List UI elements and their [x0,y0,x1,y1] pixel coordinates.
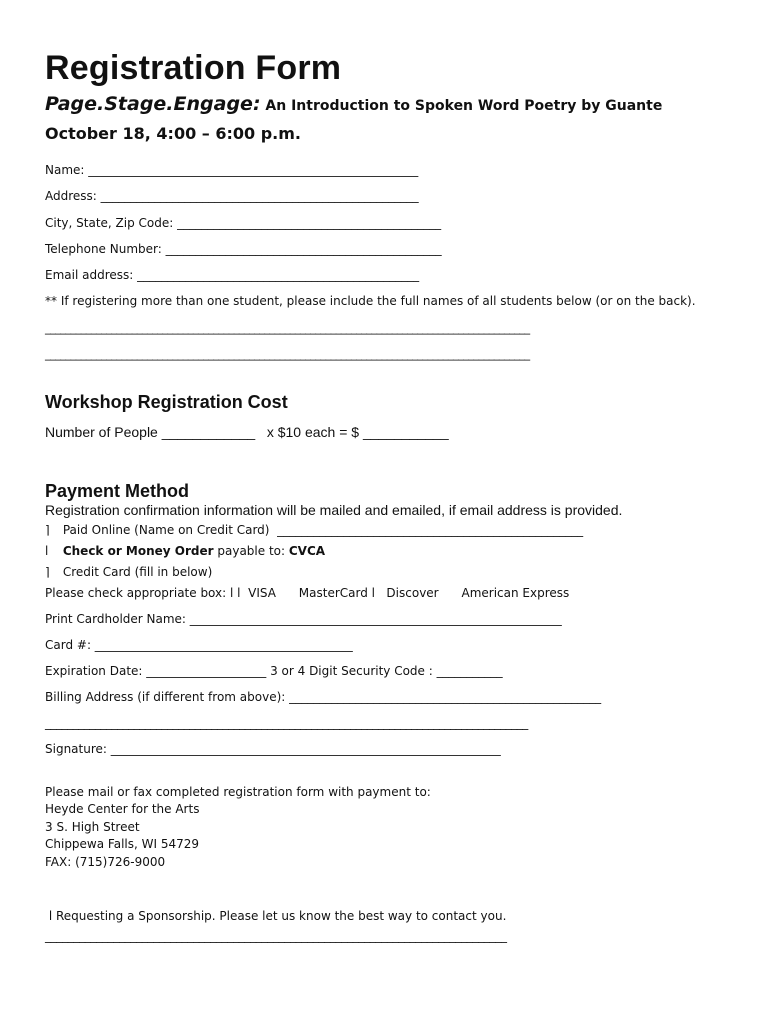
mail-fax: FAX: (715)726-9000 [45,855,166,869]
mail-street: 3 S. High Street [45,820,140,834]
telephone-field[interactable]: Telephone Number: ______________________________________________ [45,242,442,256]
page-title: Registration Form [45,49,342,87]
city-state-zip-field[interactable]: City, State, Zip Code: ____________________________________________ [45,216,442,230]
mail-org: Heyde Center for the Arts [45,802,200,816]
people-count-line[interactable]: Number of People ____________ x $10 each = $ ___________ [45,424,449,440]
credit-card-option[interactable] [45,565,212,579]
event-name: Page.Stage.Engage: [45,93,261,115]
checkbox-icon[interactable]: l [45,544,49,558]
event-subtitle [45,93,662,115]
payee-name: CVCA [288,544,326,558]
checkbox-icon[interactable]: ⌉ [45,565,50,579]
billing-address-line[interactable]: _______________________________________________________________________________________ [45,716,528,730]
email-field[interactable]: Email address: _______________________________________________ [45,268,420,282]
sponsorship-option[interactable]: l Requesting a Sponsorship. Please let us know the best way to contact you. [45,909,507,923]
expiration-security-field[interactable]: Expiration Date: ____________________ 3 or 4 Digit Security Code : ___________ [45,664,503,678]
student-names-line-2[interactable]: _______________________________________________________________________________________________ [45,347,530,361]
signature-field[interactable]: Signature: _________________________________________________________________ [45,742,501,756]
payment-info: Registration confirmation information will be mailed and emailed, if email address is provided. [45,502,623,518]
check-option[interactable] [45,544,325,558]
payable-to-label: payable to: [213,544,289,558]
cardholder-name-field[interactable]: Print Cardholder Name: ______________________________________________________________ [45,612,562,626]
event-date: October 18, 4:00 – 6:00 p.m. [45,124,301,143]
multiple-students-note: ** If registering more than one student, please include the full names of all students below (or on the back). [45,294,696,308]
mail-city: Chippewa Falls, WI 54729 [45,837,200,851]
cost-heading: Workshop Registration Cost [45,392,288,412]
name-field[interactable]: Name: _______________________________________________________ [45,163,419,177]
credit-card-label: Credit Card (fill in below) [62,565,213,579]
billing-address-field[interactable]: Billing Address (if different from above): ____________________________________________________ [45,690,602,704]
check-money-order-label: Check or Money Order [62,544,214,558]
paid-online-option[interactable] [45,523,583,537]
sponsorship-contact-line[interactable]: _________________________________________________________________________________ [45,929,507,943]
card-type-options[interactable]: Please check appropriate box: l l VISA MasterCard l Discover American Express [45,586,570,600]
checkbox-icon[interactable]: ⌉ [45,523,50,537]
address-field[interactable]: Address: _____________________________________________________ [45,189,419,203]
student-names-line-1[interactable]: _______________________________________________________________________________________________ [45,321,530,335]
mail-instructions: Please mail or fax completed registration form with payment to: [45,785,431,799]
payment-heading: Payment Method [45,481,190,501]
card-number-field[interactable]: Card #: ___________________________________________ [45,638,353,652]
event-description: An Introduction to Spoken Word Poetry by Guante [260,98,663,114]
paid-online-label: Paid Online (Name on Credit Card) ___________________________________________________ [62,523,584,537]
